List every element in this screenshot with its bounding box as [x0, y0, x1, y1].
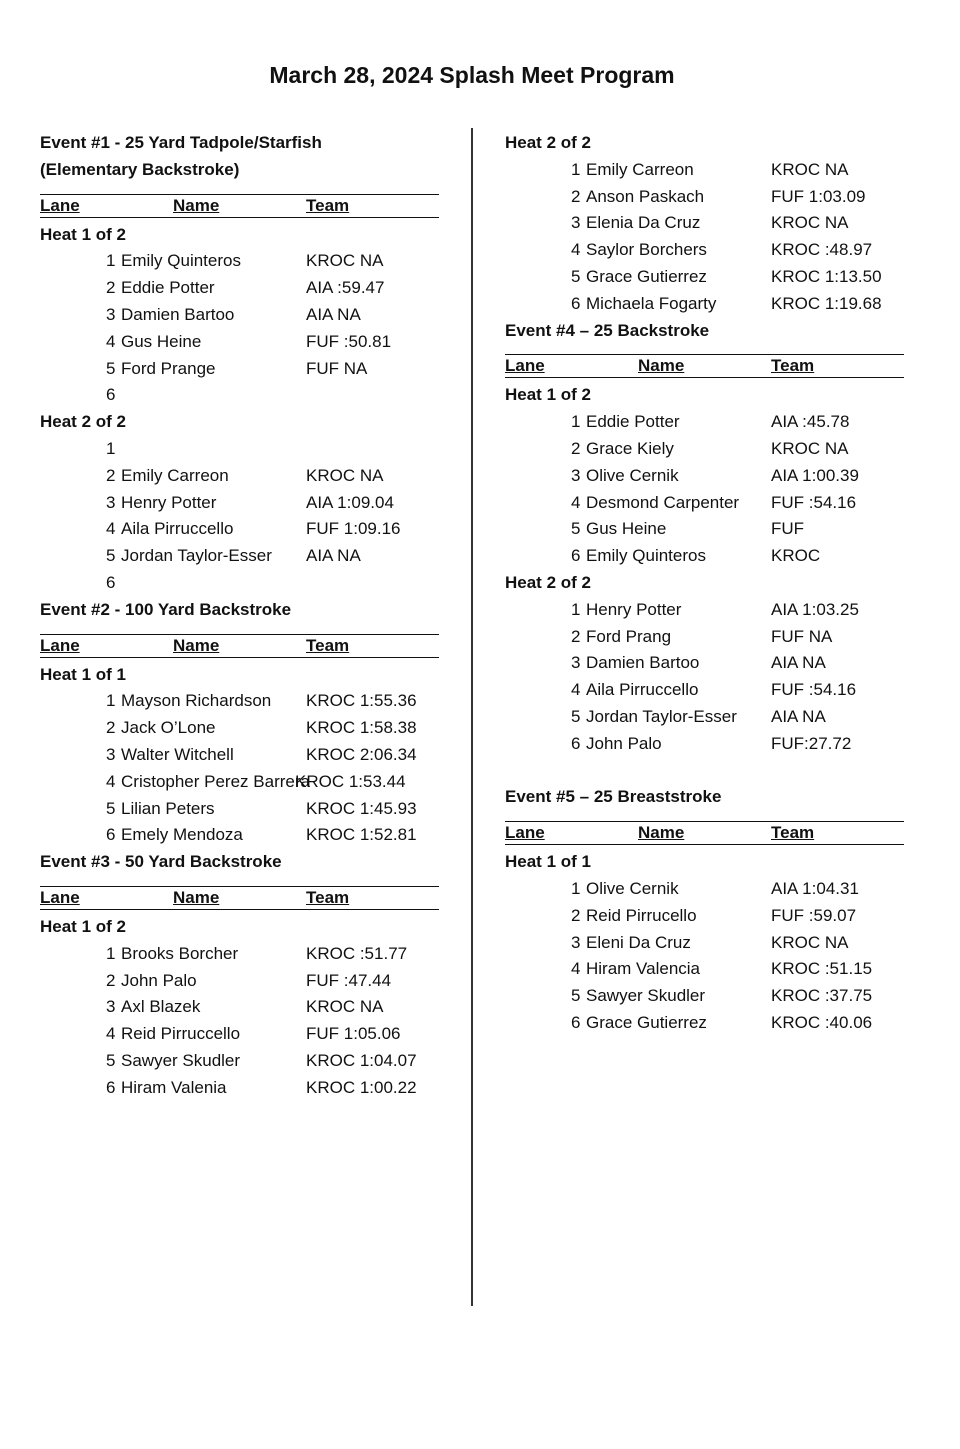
- entry-team: FUF NA: [306, 358, 368, 378]
- table-header: [505, 822, 904, 845]
- entry-lane: 6: [106, 1077, 116, 1097]
- entry-name: Eddie Potter: [121, 278, 215, 298]
- entry-lane: 2: [571, 626, 581, 646]
- entry-row: [505, 237, 905, 264]
- event-title: Event #4 – 25 Backstroke: [505, 320, 710, 340]
- entry-row: [40, 356, 440, 383]
- entry-lane: 5: [571, 519, 581, 539]
- entry-name: Desmond Carpenter: [586, 492, 740, 512]
- entry-lane: 5: [571, 266, 581, 286]
- event-title: Event #2 - 100 Yard Backstroke: [40, 599, 292, 619]
- entry-team: AIA :59.47: [306, 278, 385, 298]
- heat-label: Heat 1 of 1: [40, 664, 126, 684]
- header-team: Team: [306, 887, 350, 907]
- entry-name: Mayson Richardson: [121, 691, 272, 711]
- entry-lane: 1: [571, 878, 581, 898]
- entry-name: Michaela Fogarty: [586, 293, 717, 313]
- entry-row: [505, 624, 905, 651]
- entry-lane: 1: [106, 438, 116, 458]
- entry-name: Emily Carreon: [121, 465, 229, 485]
- entry-name: Anson Paskach: [586, 186, 705, 206]
- entry-lane: 3: [571, 932, 581, 952]
- entry-team: AIA 1:03.25: [771, 599, 859, 619]
- entry-team: KROC NA: [306, 251, 384, 271]
- entry-name: Henry Potter: [121, 492, 217, 512]
- heat-label: Heat 1 of 2: [40, 916, 126, 936]
- entry-row: [505, 903, 905, 930]
- entry-lane: 1: [106, 691, 116, 711]
- entry-row: [505, 543, 905, 570]
- entry-team: AIA NA: [306, 546, 361, 566]
- entry-lane: 1: [571, 599, 581, 619]
- entry-name: Saylor Borchers: [586, 240, 707, 260]
- entry-team: AIA :45.78: [771, 412, 850, 432]
- entry-team: KROC 1:19.68: [771, 293, 882, 313]
- entry-lane: 3: [106, 997, 116, 1017]
- entry-name: Jack O’Lone: [121, 718, 216, 738]
- entry-lane: 1: [571, 412, 581, 432]
- entry-team: FUF 1:09.16: [306, 519, 401, 539]
- entry-name: Emily Quinteros: [586, 546, 706, 566]
- left-column: [40, 130, 440, 1102]
- entry-name: Olive Cernik: [586, 878, 679, 898]
- entry-lane: 4: [106, 1024, 116, 1044]
- header-team: Team: [771, 356, 815, 376]
- entry-lane: 4: [571, 492, 581, 512]
- entry-team: KROC NA: [771, 213, 849, 233]
- entry-lane: 3: [106, 744, 116, 764]
- entry-lane: 4: [106, 331, 116, 351]
- entry-row: [505, 291, 905, 318]
- entry-lane: 2: [571, 905, 581, 925]
- entry-row: [505, 1010, 905, 1037]
- entry-row: [40, 1021, 440, 1048]
- entry-team: KROC 1:45.93: [306, 798, 417, 818]
- entry-row: [40, 994, 440, 1021]
- entry-lane: 2: [106, 278, 116, 298]
- entry-lane: 3: [571, 213, 581, 233]
- entry-lane: 6: [106, 825, 116, 845]
- entry-team: KROC 1:53.44: [295, 771, 406, 791]
- entry-name: Grace Gutierrez: [586, 266, 707, 286]
- entry-row: [505, 983, 905, 1010]
- entry-team: KROC :51.77: [306, 943, 408, 963]
- entry-name: Reid Pirrucello: [586, 905, 697, 925]
- entry-team: KROC 1:52.81: [306, 825, 417, 845]
- entry-name: Eddie Potter: [586, 412, 680, 432]
- entry-name: Olive Cernik: [586, 465, 679, 485]
- entry-lane: 6: [106, 385, 116, 405]
- entry-row: [40, 275, 440, 302]
- heat-label: Heat 2 of 2: [40, 412, 126, 432]
- entry-row: [505, 210, 905, 237]
- entry-row: [505, 650, 905, 677]
- entry-row: [40, 941, 440, 968]
- entry-team: FUF :54.16: [771, 680, 857, 700]
- entry-lane: 1: [571, 159, 581, 179]
- entry-name: Grace Gutierrez: [586, 1012, 707, 1032]
- entry-row: [40, 822, 440, 849]
- entry-row: [40, 570, 440, 597]
- entry-row: [505, 490, 905, 517]
- entry-lane: 5: [106, 358, 116, 378]
- entry-row: [505, 930, 905, 957]
- entry-name: Sawyer Skudler: [121, 1050, 241, 1070]
- entry-name: Emily Quinteros: [121, 251, 241, 271]
- entry-row: [40, 248, 440, 275]
- entry-name: Damien Bartoo: [586, 653, 700, 673]
- entry-row: [40, 436, 440, 463]
- table-header: [40, 635, 439, 658]
- entry-row: [505, 516, 905, 543]
- entry-lane: 3: [106, 304, 116, 324]
- header-name: Name: [173, 195, 220, 215]
- entry-lane: 4: [571, 680, 581, 700]
- entry-team: KROC 1:55.36: [306, 691, 417, 711]
- entry-row: [505, 264, 905, 291]
- entry-row: [40, 302, 440, 329]
- entry-team: AIA NA: [306, 304, 361, 324]
- entry-team: KROC NA: [306, 997, 384, 1017]
- entry-team: KROC 1:58.38: [306, 718, 417, 738]
- entry-row: [505, 463, 905, 490]
- entry-lane: 6: [571, 546, 581, 566]
- entry-row: [40, 688, 440, 715]
- entry-lane: 5: [106, 546, 116, 566]
- entry-row: [40, 490, 440, 517]
- entry-team: KROC :48.97: [771, 240, 873, 260]
- entry-name: Emily Carreon: [586, 159, 694, 179]
- entry-team: FUF :54.16: [771, 492, 857, 512]
- entry-team: KROC :37.75: [771, 986, 873, 1006]
- entry-team: KROC 1:13.50: [771, 266, 882, 286]
- entry-lane: 3: [571, 653, 581, 673]
- entry-lane: 5: [571, 706, 581, 726]
- entry-name: Jordan Taylor-Esser: [586, 706, 737, 726]
- entry-row: [40, 1075, 440, 1102]
- entry-lane: 5: [106, 1050, 116, 1070]
- entry-row: [40, 742, 440, 769]
- heat-label: Heat 1 of 2: [505, 385, 591, 405]
- header-team: Team: [306, 635, 350, 655]
- header-lane: Lane: [40, 635, 80, 655]
- entry-name: Sawyer Skudler: [586, 986, 706, 1006]
- entry-team: AIA 1:00.39: [771, 465, 859, 485]
- heat-label: Heat 1 of 1: [505, 852, 591, 872]
- entry-row: [505, 157, 905, 184]
- entry-team: AIA 1:09.04: [306, 492, 394, 512]
- entry-row: [505, 436, 905, 463]
- entry-lane: 2: [106, 970, 116, 990]
- entry-row: [505, 956, 905, 983]
- header-team: Team: [306, 195, 350, 215]
- entry-name: Damien Bartoo: [121, 304, 235, 324]
- entry-lane: 6: [106, 572, 116, 592]
- entry-name: John Palo: [586, 733, 662, 753]
- entry-name: Lilian Peters: [121, 798, 215, 818]
- column-divider: [471, 128, 473, 1306]
- entry-lane: 6: [571, 1012, 581, 1032]
- header-team: Team: [771, 823, 815, 843]
- entry-row: [40, 463, 440, 490]
- entry-team: AIA NA: [771, 706, 826, 726]
- event-title: Event #1 - 25 Yard Tadpole/Starfish: [40, 133, 322, 152]
- entry-name: Henry Potter: [586, 599, 682, 619]
- entry-name: Elenia Da Cruz: [586, 213, 701, 233]
- entry-team: FUF :47.44: [306, 970, 392, 990]
- entry-row: [505, 704, 905, 731]
- entry-lane: 5: [106, 798, 116, 818]
- entry-team: FUF: [771, 519, 805, 539]
- header-name: Name: [638, 356, 685, 376]
- entry-team: FUF NA: [771, 626, 833, 646]
- event-title: Event #3 - 50 Yard Backstroke: [40, 852, 282, 872]
- entry-name: Gus Heine: [121, 331, 202, 351]
- heat-label: Heat 2 of 2: [505, 572, 591, 592]
- entry-name: Grace Kiely: [586, 438, 674, 458]
- entry-team: KROC: [771, 546, 821, 566]
- table-header: [40, 887, 439, 910]
- entry-row: [40, 516, 440, 543]
- entry-lane: 2: [106, 718, 116, 738]
- entry-name: Hiram Valenia: [121, 1077, 227, 1097]
- entry-team: KROC :40.06: [771, 1012, 873, 1032]
- heat-label: Heat 2 of 2: [505, 133, 591, 152]
- entry-name: Ford Prang: [586, 626, 672, 646]
- entry-lane: 2: [571, 186, 581, 206]
- entry-lane: 4: [571, 959, 581, 979]
- heat-label: Heat 1 of 2: [40, 224, 126, 244]
- entry-lane: 2: [571, 438, 581, 458]
- entry-row: [505, 876, 905, 903]
- entry-name: Reid Pirruccello: [121, 1024, 241, 1044]
- entry-row: [40, 1048, 440, 1075]
- entry-row: [40, 769, 440, 796]
- entry-row: [505, 731, 905, 758]
- entry-name: Jordan Taylor-Esser: [121, 546, 272, 566]
- entry-team: KROC 2:06.34: [306, 744, 417, 764]
- entry-team: FUF 1:03.09: [771, 186, 866, 206]
- right-column: [505, 130, 905, 1037]
- entry-row: [40, 543, 440, 570]
- header-lane: Lane: [40, 195, 80, 215]
- entry-name: Emely Mendoza: [121, 825, 243, 845]
- entry-row: [505, 597, 905, 624]
- entry-lane: 6: [571, 733, 581, 753]
- entry-name: Ford Prange: [121, 358, 216, 378]
- entry-row: [505, 184, 905, 211]
- entry-team: KROC 1:04.07: [306, 1050, 417, 1070]
- page-title: March 28, 2024 Splash Meet Program: [269, 62, 675, 88]
- event-title: Event #5 – 25 Breaststroke: [505, 787, 722, 807]
- event-subtitle: (Elementary Backstroke): [40, 159, 240, 179]
- entry-row: [40, 796, 440, 823]
- entry-lane: 2: [106, 465, 116, 485]
- entry-team: AIA 1:04.31: [771, 878, 859, 898]
- entry-lane: 4: [106, 771, 116, 791]
- entry-row: [40, 968, 440, 995]
- entry-lane: 5: [571, 986, 581, 1006]
- entry-name: John Palo: [121, 970, 197, 990]
- entry-lane: 4: [106, 519, 116, 539]
- entry-team: KROC NA: [771, 159, 849, 179]
- entry-name: Aila Pirruccello: [586, 680, 699, 700]
- entry-row: [505, 409, 905, 436]
- entry-team: FUF :50.81: [306, 331, 392, 351]
- header-lane: Lane: [505, 823, 545, 843]
- entry-team: AIA NA: [771, 653, 826, 673]
- entry-team: FUF :59.07: [771, 905, 857, 925]
- entry-name: Eleni Da Cruz: [586, 932, 691, 952]
- entry-team: KROC NA: [306, 465, 384, 485]
- entry-team: FUF:27.72: [771, 733, 852, 753]
- entry-team: FUF 1:05.06: [306, 1024, 401, 1044]
- entry-name: Aila Pirruccello: [121, 519, 234, 539]
- header-name: Name: [638, 823, 685, 843]
- entry-lane: 1: [106, 251, 116, 271]
- entry-row: [40, 329, 440, 356]
- header-lane: Lane: [505, 356, 545, 376]
- entry-team: KROC :51.15: [771, 959, 873, 979]
- header-name: Name: [173, 635, 220, 655]
- entry-name: Cristopher Perez Barrera: [121, 771, 310, 791]
- entry-name: Hiram Valencia: [586, 959, 701, 979]
- entry-lane: 4: [571, 240, 581, 260]
- entry-name: Gus Heine: [586, 519, 667, 539]
- entry-team: KROC NA: [771, 932, 849, 952]
- entry-row: [40, 382, 440, 409]
- table-header: [505, 355, 904, 378]
- entry-lane: 6: [571, 293, 581, 313]
- header-lane: Lane: [40, 887, 80, 907]
- entry-team: KROC 1:00.22: [306, 1077, 417, 1097]
- entry-row: [505, 677, 905, 704]
- entry-lane: 3: [571, 465, 581, 485]
- entry-name: Brooks Borcher: [121, 943, 239, 963]
- entry-lane: 3: [106, 492, 116, 512]
- table-header: [40, 195, 439, 218]
- entry-name: Axl Blazek: [121, 997, 201, 1017]
- entry-team: KROC NA: [771, 438, 849, 458]
- entry-row: [40, 715, 440, 742]
- header-name: Name: [173, 887, 220, 907]
- entry-lane: 1: [106, 943, 116, 963]
- entry-name: Walter Witchell: [121, 744, 234, 764]
